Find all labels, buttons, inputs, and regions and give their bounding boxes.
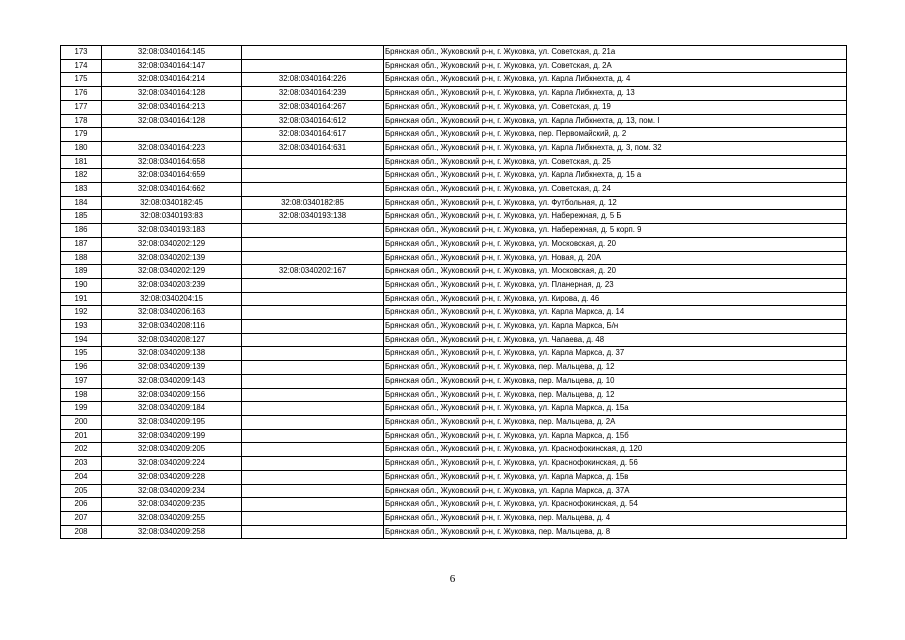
row-number-cell: 194 (61, 333, 102, 347)
table-row (61, 196, 847, 210)
table-row (61, 59, 847, 73)
linked-cadastral-number-cell: 32:08:0340164:631 (242, 141, 384, 155)
address-cell: Брянская обл., Жуковский р-н, г. Жуковка, ул. Краснофокинская, д. 56 (384, 457, 847, 471)
linked-cadastral-number-cell (242, 320, 384, 334)
cadastral-number-cell: 32:08:0340164:213 (102, 100, 242, 114)
cadastral-number-cell: 32:08:0340203:239 (102, 278, 242, 292)
row-number-cell: 179 (61, 128, 102, 142)
table-row (61, 388, 847, 402)
linked-cadastral-number-cell (242, 155, 384, 169)
row-number-cell: 193 (61, 320, 102, 334)
row-number-cell: 178 (61, 114, 102, 128)
linked-cadastral-number-cell (242, 470, 384, 484)
cadastral-number-cell: 32:08:0340164:658 (102, 155, 242, 169)
cadastral-number-cell (102, 128, 242, 142)
linked-cadastral-number-cell (242, 415, 384, 429)
linked-cadastral-number-cell: 32:08:0340164:267 (242, 100, 384, 114)
table-row (61, 73, 847, 87)
table-row (61, 155, 847, 169)
cadastral-number-cell: 32:08:0340208:127 (102, 333, 242, 347)
table-row (61, 484, 847, 498)
row-number-cell: 182 (61, 169, 102, 183)
cadastral-number-cell: 32:08:0340209:234 (102, 484, 242, 498)
cadastral-number-cell: 32:08:0340209:199 (102, 429, 242, 443)
table-row (61, 525, 847, 539)
address-cell: Брянская обл., Жуковский р-н, г. Жуковка, ул. Кирова, д. 46 (384, 292, 847, 306)
address-cell: Брянская обл., Жуковский р-н, г. Жуковка, ул. Карла Либкнехта, д. 15 а (384, 169, 847, 183)
row-number-cell: 184 (61, 196, 102, 210)
row-number-cell: 199 (61, 402, 102, 416)
linked-cadastral-number-cell (242, 484, 384, 498)
address-cell: Брянская обл., Жуковский р-н, г. Жуковка, ул. Карла Маркса, д. 15а (384, 402, 847, 416)
address-cell: Брянская обл., Жуковский р-н, г. Жуковка, ул. Новая, д. 20А (384, 251, 847, 265)
address-cell: Брянская обл., Жуковский р-н, г. Жуковка, пер. Мальцева, д. 4 (384, 511, 847, 525)
linked-cadastral-number-cell (242, 457, 384, 471)
address-cell: Брянская обл., Жуковский р-н, г. Жуковка, ул. Советская, д. 19 (384, 100, 847, 114)
table-row (61, 320, 847, 334)
table-row (61, 251, 847, 265)
row-number-cell: 176 (61, 87, 102, 101)
cadastral-number-cell: 32:08:0340209:224 (102, 457, 242, 471)
table-row (61, 292, 847, 306)
address-cell: Брянская обл., Жуковский р-н, г. Жуковка, ул. Чапаева, д. 48 (384, 333, 847, 347)
table-row (61, 87, 847, 101)
address-cell: Брянская обл., Жуковский р-н, г. Жуковка, ул. Карла Либкнехта, д. 13, пом. I (384, 114, 847, 128)
row-number-cell: 200 (61, 415, 102, 429)
address-cell: Брянская обл., Жуковский р-н, г. Жуковка, ул. Краснофокинская, д. 54 (384, 498, 847, 512)
table-row (61, 183, 847, 197)
page-number: 6 (449, 573, 456, 585)
table-row (61, 278, 847, 292)
table-row (61, 511, 847, 525)
cadastral-number-cell: 32:08:0340202:129 (102, 237, 242, 251)
table-row (61, 361, 847, 375)
address-cell: Брянская обл., Жуковский р-н, г. Жуковка, пер. Мальцева, д. 12 (384, 361, 847, 375)
cadastral-number-cell: 32:08:0340204:15 (102, 292, 242, 306)
address-cell: Брянская обл., Жуковский р-н, г. Жуковка, ул. Карла Маркса, д. 15в (384, 470, 847, 484)
cadastral-number-cell: 32:08:0340209:255 (102, 511, 242, 525)
row-number-cell: 188 (61, 251, 102, 265)
linked-cadastral-number-cell (242, 59, 384, 73)
address-cell: Брянская обл., Жуковский р-н, г. Жуковка, ул. Карла Маркса, д. 37 (384, 347, 847, 361)
linked-cadastral-number-cell (242, 333, 384, 347)
table-row (61, 415, 847, 429)
table-row (61, 347, 847, 361)
row-number-cell: 191 (61, 292, 102, 306)
cadastral-number-cell: 32:08:0340209:258 (102, 525, 242, 539)
table-row (61, 498, 847, 512)
address-cell: Брянская обл., Жуковский р-н, г. Жуковка, ул. Карла Маркса, Б/н (384, 320, 847, 334)
cadastral-number-cell: 32:08:0340164:145 (102, 46, 242, 60)
table-row (61, 237, 847, 251)
table-row (61, 333, 847, 347)
row-number-cell: 198 (61, 388, 102, 402)
row-number-cell: 181 (61, 155, 102, 169)
linked-cadastral-number-cell: 32:08:0340164:239 (242, 87, 384, 101)
table-body (61, 46, 847, 539)
row-number-cell: 196 (61, 361, 102, 375)
cadastral-number-cell: 32:08:0340209:143 (102, 374, 242, 388)
address-cell: Брянская обл., Жуковский р-н, г. Жуковка, ул. Карла Либкнехта, д. 3, пом. 32 (384, 141, 847, 155)
linked-cadastral-number-cell (242, 251, 384, 265)
address-cell: Брянская обл., Жуковский р-н, г. Жуковка, ул. Набережная, д. 5 корп. 9 (384, 224, 847, 238)
address-cell: Брянская обл., Жуковский р-н, г. Жуковка, ул. Карла Маркса, д. 37А (384, 484, 847, 498)
address-cell: Брянская обл., Жуковский р-н, г. Жуковка, пер. Мальцева, д. 10 (384, 374, 847, 388)
linked-cadastral-number-cell (242, 278, 384, 292)
linked-cadastral-number-cell: 32:08:0340164:612 (242, 114, 384, 128)
cadastral-number-cell: 32:08:0340209:205 (102, 443, 242, 457)
address-cell: Брянская обл., Жуковский р-н, г. Жуковка, ул. Карла Маркса, д. 14 (384, 306, 847, 320)
cadastral-number-cell: 32:08:0340182:45 (102, 196, 242, 210)
cadastral-number-cell: 32:08:0340208:116 (102, 320, 242, 334)
table-row (61, 169, 847, 183)
cadastral-number-cell: 32:08:0340209:139 (102, 361, 242, 375)
linked-cadastral-number-cell (242, 306, 384, 320)
row-number-cell: 202 (61, 443, 102, 457)
table-row (61, 100, 847, 114)
address-cell: Брянская обл., Жуковский р-н, г. Жуковка, ул. Советская, д. 21а (384, 46, 847, 60)
row-number-cell: 175 (61, 73, 102, 87)
linked-cadastral-number-cell (242, 498, 384, 512)
cadastral-number-cell: 32:08:0340164:147 (102, 59, 242, 73)
row-number-cell: 192 (61, 306, 102, 320)
address-cell: Брянская обл., Жуковский р-н, г. Жуковка, ул. Московская, д. 20 (384, 237, 847, 251)
table-row (61, 374, 847, 388)
row-number-cell: 207 (61, 511, 102, 525)
cadastral-number-cell: 32:08:0340202:139 (102, 251, 242, 265)
address-cell: Брянская обл., Жуковский р-н, г. Жуковка, пер. Первомайский, д. 2 (384, 128, 847, 142)
address-cell: Брянская обл., Жуковский р-н, г. Жуковка, ул. Московская, д. 20 (384, 265, 847, 279)
row-number-cell: 187 (61, 237, 102, 251)
row-number-cell: 204 (61, 470, 102, 484)
linked-cadastral-number-cell (242, 388, 384, 402)
table-row (61, 429, 847, 443)
cadastral-number-cell: 32:08:0340164:214 (102, 73, 242, 87)
linked-cadastral-number-cell (242, 511, 384, 525)
linked-cadastral-number-cell (242, 374, 384, 388)
table-row (61, 114, 847, 128)
property-table (60, 45, 847, 539)
address-cell: Брянская обл., Жуковский р-н, г. Жуковка, ул. Планерная, д. 23 (384, 278, 847, 292)
linked-cadastral-number-cell (242, 402, 384, 416)
address-cell: Брянская обл., Жуковский р-н, г. Жуковка, пер. Мальцева, д. 2А (384, 415, 847, 429)
row-number-cell: 195 (61, 347, 102, 361)
address-cell: Брянская обл., Жуковский р-н, г. Жуковка, ул. Карла Либкнехта, д. 4 (384, 73, 847, 87)
cadastral-number-cell: 32:08:0340164:659 (102, 169, 242, 183)
address-cell: Брянская обл., Жуковский р-н, г. Жуковка, ул. Карла Маркса, д. 15б (384, 429, 847, 443)
linked-cadastral-number-cell (242, 237, 384, 251)
address-cell: Брянская обл., Жуковский р-н, г. Жуковка, ул. Советская, д. 24 (384, 183, 847, 197)
table-row (61, 141, 847, 155)
address-cell: Брянская обл., Жуковский р-н, г. Жуковка, ул. Советская, д. 2А (384, 59, 847, 73)
linked-cadastral-number-cell (242, 46, 384, 60)
table-row (61, 265, 847, 279)
linked-cadastral-number-cell (242, 361, 384, 375)
address-cell: Брянская обл., Жуковский р-н, г. Жуковка, ул. Краснофокинская, д. 120 (384, 443, 847, 457)
cadastral-number-cell: 32:08:0340209:138 (102, 347, 242, 361)
linked-cadastral-number-cell (242, 347, 384, 361)
table-row (61, 402, 847, 416)
linked-cadastral-number-cell: 32:08:0340193:138 (242, 210, 384, 224)
linked-cadastral-number-cell (242, 292, 384, 306)
linked-cadastral-number-cell (242, 525, 384, 539)
address-cell: Брянская обл., Жуковский р-н, г. Жуковка, ул. Советская, д. 25 (384, 155, 847, 169)
linked-cadastral-number-cell (242, 429, 384, 443)
cadastral-number-cell: 32:08:0340202:129 (102, 265, 242, 279)
row-number-cell: 185 (61, 210, 102, 224)
cadastral-number-cell: 32:08:0340209:235 (102, 498, 242, 512)
row-number-cell: 183 (61, 183, 102, 197)
table-row (61, 457, 847, 471)
row-number-cell: 201 (61, 429, 102, 443)
address-cell: Брянская обл., Жуковский р-н, г. Жуковка, ул. Карла Либкнехта, д. 13 (384, 87, 847, 101)
cadastral-number-cell: 32:08:0340193:183 (102, 224, 242, 238)
row-number-cell: 205 (61, 484, 102, 498)
linked-cadastral-number-cell (242, 443, 384, 457)
row-number-cell: 190 (61, 278, 102, 292)
row-number-cell: 208 (61, 525, 102, 539)
linked-cadastral-number-cell (242, 224, 384, 238)
row-number-cell: 197 (61, 374, 102, 388)
table-row (61, 306, 847, 320)
row-number-cell: 186 (61, 224, 102, 238)
row-number-cell: 173 (61, 46, 102, 60)
cadastral-number-cell: 32:08:0340164:128 (102, 114, 242, 128)
cadastral-number-cell: 32:08:0340206:163 (102, 306, 242, 320)
table-row (61, 443, 847, 457)
row-number-cell: 180 (61, 141, 102, 155)
linked-cadastral-number-cell: 32:08:0340164:617 (242, 128, 384, 142)
address-cell: Брянская обл., Жуковский р-н, г. Жуковка, пер. Мальцева, д. 8 (384, 525, 847, 539)
cadastral-number-cell: 32:08:0340209:195 (102, 415, 242, 429)
address-cell: Брянская обл., Жуковский р-н, г. Жуковка, пер. Мальцева, д. 12 (384, 388, 847, 402)
row-number-cell: 174 (61, 59, 102, 73)
cadastral-number-cell: 32:08:0340209:184 (102, 402, 242, 416)
table-row (61, 210, 847, 224)
table-row (61, 46, 847, 60)
cadastral-number-cell: 32:08:0340209:156 (102, 388, 242, 402)
address-cell: Брянская обл., Жуковский р-н, г. Жуковка, ул. Набережная, д. 5 Б (384, 210, 847, 224)
cadastral-number-cell: 32:08:0340164:128 (102, 87, 242, 101)
linked-cadastral-number-cell: 32:08:0340202:167 (242, 265, 384, 279)
row-number-cell: 206 (61, 498, 102, 512)
cadastral-number-cell: 32:08:0340193:83 (102, 210, 242, 224)
linked-cadastral-number-cell: 32:08:0340182:85 (242, 196, 384, 210)
cadastral-number-cell: 32:08:0340209:228 (102, 470, 242, 484)
table-row (61, 128, 847, 142)
row-number-cell: 189 (61, 265, 102, 279)
row-number-cell: 203 (61, 457, 102, 471)
address-cell: Брянская обл., Жуковский р-н, г. Жуковка, ул. Футбольная, д. 12 (384, 196, 847, 210)
linked-cadastral-number-cell (242, 169, 384, 183)
cadastral-number-cell: 32:08:0340164:223 (102, 141, 242, 155)
table-row (61, 224, 847, 238)
row-number-cell: 177 (61, 100, 102, 114)
linked-cadastral-number-cell (242, 183, 384, 197)
cadastral-number-cell: 32:08:0340164:662 (102, 183, 242, 197)
table-row (61, 470, 847, 484)
linked-cadastral-number-cell: 32:08:0340164:226 (242, 73, 384, 87)
